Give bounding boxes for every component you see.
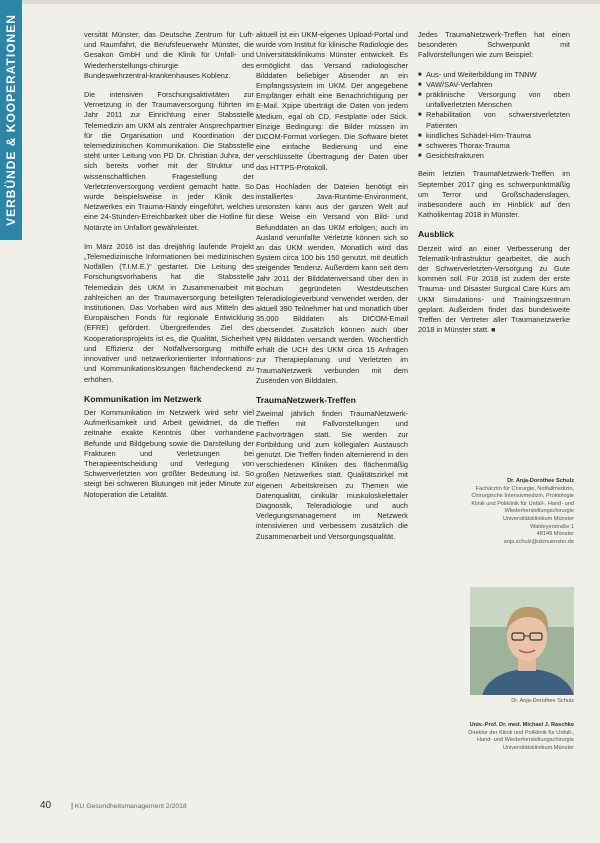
list-item: ■ kindliches Schädel-Hirn-Trauma (418, 131, 570, 141)
section-side-tab (0, 0, 22, 240)
list-item: ■ VAW/SAV-Verfahren (418, 80, 570, 90)
page-top-edge (0, 0, 600, 4)
author-line: Wiederherstellungschirurgie (504, 508, 574, 515)
end-of-article-mark: ■ (491, 327, 496, 335)
paragraph: Die intensiven Forschungsaktivitäten zur Vernetzung in der Traumaversorgung führten im Jahr 2011 zur Einrichtung einer Stabsstelle Telemedizin am UKM als zentraler Ansprechpartner für die Organisation und Koordination der telemedizinischen Kommunikation. Die Stabsstelle steht unter Leitung von PD Dr. Christian Juhra, der sich bereits vorher mit der Struktur und wissenschaftlichen Fragestellung der Verletztenversorgung verdient gemacht hatte. So wurde beispielsweise in jeder Klinik des Netzwerkes ein Trauma-Handy eingeführt, welches eine 24-Stunden-Erreichbarkeit über die Hotline für Notärzte im Unfallort gewährleistet. (84, 90, 254, 232)
paragraph: Das Hochladen der Dateien benötigt ein installiertes Java-Runtime-Environment, unsonsten kann aus der ganzen Welt auf diese Weise ein Versand von Bild- und Befunddaten an das UKM erfolgen; auch im Ausland verunfallte Verletzte können sich so an das UKM wenden. Monatlich wird das System circa 100 bis 150 genutzt, mit deutlich steigender Tendenz. Außerdem kann seit dem Jahr 2011 der Bilddatenversand über den in Bochum gegründeten Westdeutschen Teleradiologieverbund verwendet werden, der aktuell 390 Teilnehmer hat und monatlich über 35.000 Bilddaten als DICOM-Email übersendet. Zusätzlich können auch über VPN Bilddaten versandt werden. Wöchentlich erhält die UCH des UKM circa 15 Anfragen zur Therapieplanung und Verletzten im TraumaNetzwerk verbunden mit dem Zusenden von Bilddaten. (256, 181, 408, 385)
list-item: ■ Aus- und Weiterbildung im TNNW (418, 70, 570, 80)
paragraph: Beim letzten TraumaNetzwerk-Treffen im September 2017 ging es schwerpunktmäßig um Terror und Großschadenslagen, insbesondere auch im Hinblick auf den Katholikentag 2018 in Münster. (418, 169, 570, 220)
page-number: 40 (40, 800, 52, 811)
list-item: ■ Rehabilitation von schwerstverletzten Patienten (418, 110, 570, 130)
article-column-3 (418, 30, 570, 345)
paragraph-text: Derzeit wird an einer Verbesserung der Telematik-Infrastruktur gearbeitet, die auch der Schwerverletzten-Versorgung zu Gute kommen soll. Für 2018 ist zudem der erste Trauma- und Disaster Surgical Care Kurs am UKM Simulations- und Trainingszentrum geplant. Außerdem findet das bundesweite Treffen der Vertreter aller Traumanetzwerke 2018 in Münster statt. (418, 243, 570, 335)
list-item: ■ Gesichtsfrakturen (418, 151, 570, 161)
portrait-illustration (470, 587, 574, 695)
section-side-tab-label: VERBÜNDE & KOOPERATIONEN (4, 14, 18, 226)
author-info-raschke (418, 722, 574, 752)
paragraph: Im März 2016 ist das dreijährig laufende Projekt „Telemedizinische Informationen bei medizinischen Notfällen (T.I.M.E.)“ gestartet. Die Leitung des Forschungsvorhabens hat die Stabsstelle Telemedizin des UKM in Zusammenarbeit mit zahlreichen an der Traumaversorgung beteiligten Institutionen. Das Vorhaben wird aus Mitteln des Europäischen Fonds für regionale Entwicklung (EFRE) gefördert. Übergreifendes Ziel des Kooperationsprojekts ist es, die Qualität, Sicherheit und Effizienz der Notfallversorgung mithilfe innovativer und netzwerkorientierter Informations- und Kommunikationslösungen flächendeckend zu erhöhen. (84, 241, 254, 384)
paragraph (418, 244, 570, 337)
article-column-2 (256, 30, 408, 551)
author-line: Direktor der Klinik und Poliklinik für Unfall-, (468, 729, 574, 736)
author-line: Waldeyerstraße 1 (530, 523, 574, 530)
focus-topic-list (418, 70, 570, 162)
journal-title: KU Gesundheitsmanagement 2/2018 (74, 803, 187, 810)
list-item: ■ präklinische Versorgung von oben unfallverletzten Menschen (418, 90, 570, 110)
author-line: Universitätsklinikum Münster (502, 744, 574, 751)
section-heading-kommunikation: Kommunikation im Netzwerk (84, 393, 202, 404)
article-column-1 (84, 30, 254, 509)
author-portrait-photo (470, 587, 574, 695)
page-footer (40, 800, 187, 811)
author-email: anja.schulz@ukmuenster.de (503, 538, 574, 545)
author-line: Universitätsklinikum Münster (502, 515, 574, 522)
paragraph: Der Kommunikation im Netzwerk wird sehr viel Aufmerksamkeit und Arbeit gewidmet, da die zeitnahe exakte Kenntnis über vorhandene Befunde und Bildgebung sowie die Darstellung der Frakturen und Verletzungen bei Therapieentscheidung und Verlegung von Schwerverletzten von größter Bedeutung ist. So steigt bei schweren Blutungen mit jeder Minute zur Notoperation die Letalität. (84, 407, 254, 499)
section-heading-ausblick: Ausblick (418, 229, 454, 240)
author-line: Fachärztin für Chirurgie, Notfallmedizin, (475, 485, 574, 492)
paragraph: Zweimal jährlich finden TraumaNetzwerk-Treffen mit Fallvorstellungen und Fachvorträgen statt. Sie werden zur Fortbildung und zum kollegialen Austausch genutzt. Die Treffen finden alternierend in den verschiedenen Kliniken des flächenmäßig großen Netzwerkes statt. Qualitätszirkel mit eigenen Arbeitskreisen zu Themen wie Datenqualität, cinikulär muskuloskelettaler Diagnostik, Teleradiologie und auch Verlegungsmanagement im Netzwerk intensivieren und verbessern zusätzlich die Zusammenarbeit und Versorgungsqualität. (256, 409, 408, 541)
author-line: Hand- und Wiederherstellungschirurgie (476, 737, 574, 744)
photo-caption: Dr. Anja-Dorothee Schulz (511, 698, 574, 704)
author-name: Dr. Anja-Dorothee Schulz (507, 478, 574, 484)
paragraph: Jedes TraumaNetzwerk-Treffen hat einen besonderen Schwerpunkt mit Fallvorstellungen wie zum Beispiel: (418, 30, 570, 60)
author-line: Chirurgische Intensivmedizin, Proktologie (471, 493, 574, 500)
paragraph: aktuell ist ein UKM-eigenes Upload-Portal und wurde vom Institut für klinische Radiologie des Universitätsklinikums Münster entwickelt. Es ermöglicht das Versand radiologischer Bilddaten beliebiger Absender an ein Empfangssystem im UKM. Der angegebene Empfänger erhält eine Benachrichtigung per E-Mail. Xpipe überträgt die Daten von jedem Medium, egal ob CD, Festplatte oder Stick. Einzige Bedingung: die Bilder müssen im DICOM-Format vorliegen. Die Software bietet eine einfache Bedienung und eine verschlüsselte Übertragung der Daten über das HTTPS-Protokoll. (256, 30, 408, 172)
section-heading-treffen: TraumaNetzwerk-Treffen (256, 394, 356, 405)
author-line: 48149 Münster (536, 531, 574, 538)
author-info-schulz (418, 478, 574, 546)
list-item: ■ schweres Thorax-Trauma (418, 141, 570, 151)
author-name: Univ.-Prof. Dr. med. Michael J. Raschke (469, 722, 574, 728)
footer-separator: | (71, 803, 73, 810)
author-line: Klinik und Poliklinik für Unfall-, Hand- und (471, 500, 574, 507)
paragraph: versität Münster, das Deutsche Zentrum für Luft- und Raumfahrt, die Berufsfeuerwehr Münster, die Gesakon GmbH und die Klinik für Unfall- und Wiederherstellungs-chirurgie des Bundeswehrzentral-krankenhauses Koblenz. (84, 30, 254, 80)
